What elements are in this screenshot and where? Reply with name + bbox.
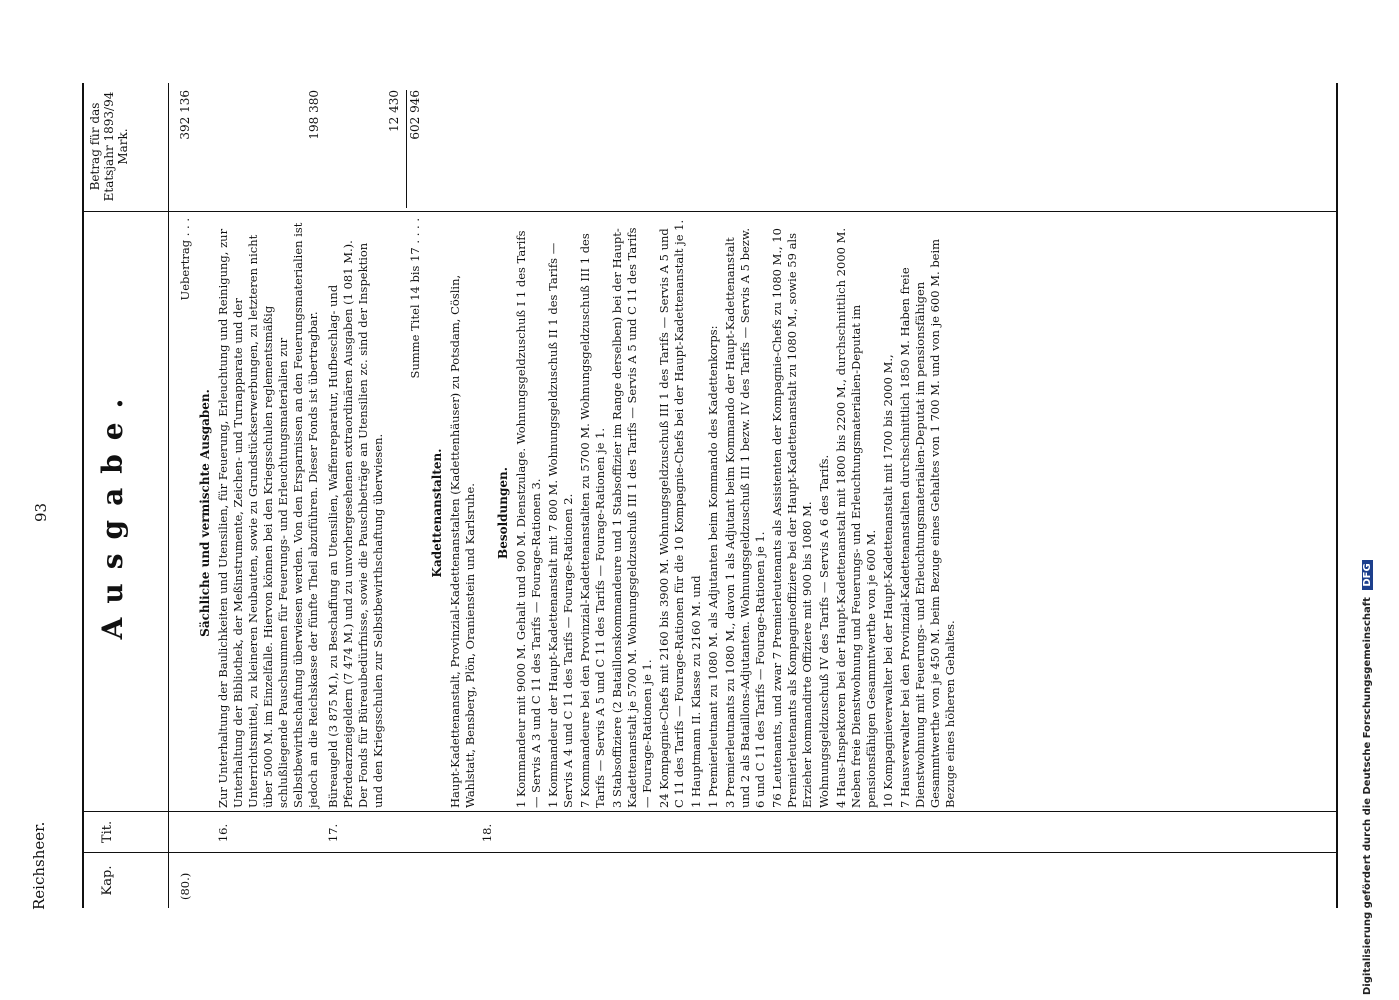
- titel-16-text: Zur Unterhaltung der Baulichkeiten und Utensilien, für Feuerung, Erleuchtung und Reinigung, zur Unterhaltung der Bibliothek, der Meßinstrumente, Zeichen- und Turnapparate und der Unterrichtsmittel, zu kleineren Neubauten, sowie zu Grundstückserwerbungen, zu letzteren nicht über 5000 M. im Einzelfalle. Hiervon können bei den Kriegsschulen reglementsmäßig schlußliegende Pauschsummen für Feuerungs- und Erleuchtungsmaterialien zur Selbstbewirthschaftung überwiesen werden. Von den Ersparnissen an den Feuerungsmaterialien ist jedoch an die Reichskasse der fünfte Theil abzuführen. Dieser Fonds ist übertragbar.: [216, 222, 320, 808]
- uebertrag-amount: 392 136: [178, 90, 192, 140]
- column-header-kap: Kap.: [100, 865, 115, 896]
- uebertrag-label: Uebertrag . . .: [178, 218, 192, 301]
- section-intro-kadetten: Haupt-Kadettenanstalt, Provinzial-Kadettenanstalten (Kadettenhäuser) zu Potsdam, Cöslin, Wahlstatt, Bensberg, Plön, Oranienstein und Karlsruhe.: [448, 274, 477, 808]
- running-head: Reichsheer.: [30, 821, 48, 910]
- titel-16-amount: 198 380: [307, 90, 321, 140]
- section-title-saechliche: Sächliche und vermischte Ausgaben.: [198, 389, 212, 637]
- summe-amount: 602 946: [408, 90, 422, 140]
- column-divider: [82, 852, 1337, 853]
- list-item: 1 Hauptmann II. Klasse zu 2160 M. und: [689, 575, 703, 808]
- summe-label: Summe Titel 14 bis 17 . . . .: [408, 218, 422, 379]
- titel-17-text: Büreaugeld (3 875 M.), zu Beschaffung an Utensilien, Waffenreparatur, Hufbeschlag- und Pferdearzneigeldern (7 474 M.) und zu unvorhergesehenen extraordinären Ausgaben (1 081 M.). Der Fonds für Büreaubedürfnisse, sowie die Pauschbeträge an Utensilien zc. sind der Inspektion und den Kriegsschulen zur Selbstbewirthschaftung überwiesen.: [326, 240, 385, 808]
- entry-list: [514, 218, 958, 808]
- section-title-besoldungen: Besoldungen.: [496, 467, 510, 559]
- table-top-rule: [82, 83, 84, 908]
- list-item: 10 Kompagnieverwalter bei der Haupt-Kadettenanstalt mit 1700 bis 2000 M.,: [881, 354, 895, 808]
- list-item: 4 Haus-Inspektoren bei der Haupt-Kadettenanstalt mit 1800 bis 2200 M., durchschnittlich 2000 M. Neben freie Dienstwohnung und Feuerungs- und Erleuchtungsmaterialien-Deputat im pensionsfähigen Gesammtwerthe von je 600 M.: [834, 227, 878, 808]
- column-divider: [82, 211, 1337, 212]
- digitalization-text: Digitalisierung gefördert durch die Deutsche Forschungsgemeinschaft: [1362, 597, 1373, 995]
- section-title-kadetten: Kadettenanstalten.: [430, 448, 444, 578]
- subtotal-rule: [406, 90, 407, 208]
- list-item: 1 Kommandeur mit 9000 M. Gehalt und 900 M. Dienstzulage. Wohnungsgeldzuschuß I 1 des Tarifs — Servis A 3 und C 11 des Tarifs — Fourage-Rationen 3.: [514, 230, 543, 808]
- list-item: 1 Premierleutnant zu 1080 M. als Adjutanten beim Kommando des Kadettenkorps:: [706, 325, 720, 808]
- list-item: 1 Kommandeur der Haupt-Kadettenanstalt mit 7 800 M. Wohnungsgeldzuschuß II 1 des Tarifs — Servis A 4 und C 11 des Tarifs — Fourage-Rationen 2.: [546, 242, 575, 808]
- list-item: Wohnungsgeldzuschuß IV des Tarifs — Servis A 6 des Tarifs.: [817, 454, 831, 808]
- titel-18: 18.: [480, 823, 494, 843]
- table-bottom-rule: [1336, 83, 1338, 908]
- kap-value: (80.): [178, 872, 192, 900]
- column-header-tit: Tit.: [100, 820, 115, 844]
- column-header-ausgabe: Ausgabe.: [96, 384, 129, 640]
- list-item: 3 Premierleutnants zu 1080 M., davon 1 als Adjutant beim Kommando der Haupt-Kadettenanstalt und 2 als Bataillons-Adjutanten. Wohnungsgeldzuschuß III 1 bezw. IV des Tarifs — Servis A 5 bezw. 6 und C 11 des Tarifs — Fourage-Rationen je 1.: [723, 228, 767, 808]
- table-header-rule: [168, 83, 169, 908]
- dfg-logo: DFG: [1362, 560, 1373, 589]
- column-divider: [82, 811, 1337, 812]
- titel-16: 16.: [216, 823, 230, 843]
- list-item: 24 Kompagnie-Chefs mit 2160 bis 3900 M. Wohnungsgeldzuschuß III 1 des Tarifs — Servis A 5 und C 11 des Tarifs — Fourage-Rationen für die 10 Kompagnie-Chefs bei der Haupt-Kadettenanstalt je 1.: [657, 219, 686, 808]
- list-item: 7 Kommandeure bei den Provinzial-Kadettenanstalten zu 5700 M. Wohnungsgeldzuschuß III 1 des Tarifs — Servis A 5 und C 11 des Tarifs — Fourage-Rationen je 1.: [578, 233, 607, 808]
- list-item: 7 Hausverwalter bei den Provinzial-Kadettenanstalten durchschnittlich 1850 M. Haben freie Dienstwohnung mit Feuerungs- und Erleuchtungsmaterialien-Deputat im pensionsfähigen Gesammtwerthe von je 450 M. beim Bezuge eines Gehaltes von 1 700 M. und von je 600 M. beim Bezuge eines höheren Gehaltes.: [898, 238, 957, 808]
- list-item: 3 Stabsoffiziere (2 Bataillonskommandeure und 1 Stabsoffizier im Range derselben) bei der Haupt-Kadettenanstalt je 5700 M. Wohnungsgeldzuschuß III 1 des Tarifs — Servis A 5 und C 11 des Tarifs — Fourage-Rationen je 1.: [610, 227, 654, 808]
- column-header-betrag: Betrag für das Etatsjahr 1893/94 Mark.: [88, 91, 130, 202]
- titel-17: 17.: [326, 823, 340, 843]
- list-item: 76 Leutenants, und zwar 7 Premierleutenants als Assistenten der Kompagnie-Chefs zu 1080 M., 10 Premierleutenants als Kompagnieoffiziere bei der Haupt-Kadettenanstalt zu 1080 M., sowie 59 als Erzieher kommandirte Offiziere mit 900 bis 1080 M.: [770, 227, 814, 808]
- page-number: 93: [32, 502, 50, 522]
- titel-17-amount: 12 430: [387, 90, 401, 132]
- digitalization-notice: [1362, 5, 1373, 995]
